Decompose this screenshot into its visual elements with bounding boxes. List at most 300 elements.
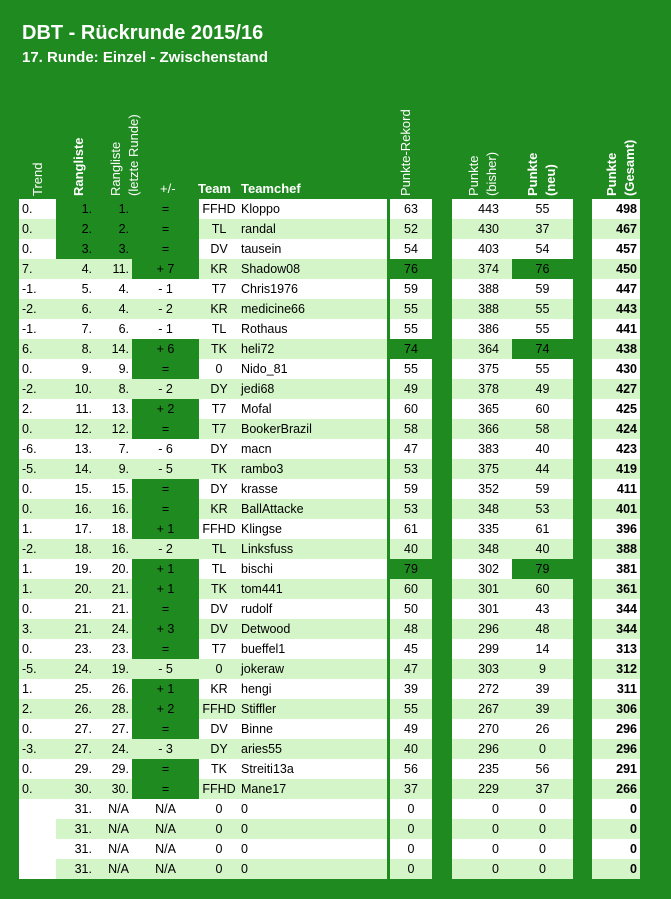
points-before-cell: 352 bbox=[452, 479, 512, 499]
rank-change-cell: - 2 bbox=[132, 539, 199, 559]
rank-change-cell: + 3 bbox=[132, 619, 199, 639]
previous-rank-cell: 9. bbox=[95, 359, 132, 379]
teamchef-cell: rudolf bbox=[239, 599, 387, 619]
points-before-cell: 229 bbox=[452, 779, 512, 799]
previous-rank-cell: 30. bbox=[95, 779, 132, 799]
points-before-cell: 383 bbox=[452, 439, 512, 459]
previous-rank-cell: 20. bbox=[95, 559, 132, 579]
points-total-cell: 0 bbox=[592, 839, 640, 859]
rank-cell: 8. bbox=[56, 339, 95, 359]
table-row bbox=[19, 499, 669, 519]
header-gesamt-l2: (Gesamt) bbox=[622, 139, 637, 196]
points-total-cell: 313 bbox=[592, 639, 640, 659]
table-row bbox=[19, 579, 669, 599]
previous-rank-cell: N/A bbox=[95, 859, 132, 879]
table-row bbox=[19, 199, 669, 219]
points-new-cell: 58 bbox=[512, 419, 573, 439]
points-total-cell: 311 bbox=[592, 679, 640, 699]
team-cell: TL bbox=[199, 319, 239, 339]
record-cell: 60 bbox=[390, 579, 432, 599]
rank-change-cell: = bbox=[132, 779, 199, 799]
header-plusminus: +/- bbox=[160, 181, 176, 196]
teamchef-cell: Kloppo bbox=[239, 199, 387, 219]
points-total-cell: 498 bbox=[592, 199, 640, 219]
record-cell: 54 bbox=[390, 239, 432, 259]
points-total-cell: 296 bbox=[592, 719, 640, 739]
previous-rank-cell: 13. bbox=[95, 399, 132, 419]
points-new-cell: 48 bbox=[512, 619, 573, 639]
points-new-cell: 60 bbox=[512, 399, 573, 419]
rank-cell: 26. bbox=[56, 699, 95, 719]
teamchef-cell: Streiti13a bbox=[239, 759, 387, 779]
teamchef-cell: jokeraw bbox=[239, 659, 387, 679]
trend-cell: 0. bbox=[19, 639, 56, 659]
table-row bbox=[19, 779, 669, 799]
table-row bbox=[19, 659, 669, 679]
previous-rank-cell: 24. bbox=[95, 739, 132, 759]
rank-cell: 9. bbox=[56, 359, 95, 379]
teamchef-cell: heli72 bbox=[239, 339, 387, 359]
points-new-cell: 53 bbox=[512, 499, 573, 519]
teamchef-cell: krasse bbox=[239, 479, 387, 499]
teamchef-cell: tausein bbox=[239, 239, 387, 259]
rank-change-cell: = bbox=[132, 419, 199, 439]
points-before-cell: 235 bbox=[452, 759, 512, 779]
team-cell: TK bbox=[199, 339, 239, 359]
points-total-cell: 427 bbox=[592, 379, 640, 399]
trend-cell: -2. bbox=[19, 379, 56, 399]
rank-change-cell: + 1 bbox=[132, 559, 199, 579]
rank-cell: 14. bbox=[56, 459, 95, 479]
points-new-cell: 49 bbox=[512, 379, 573, 399]
trend-cell: 1. bbox=[19, 679, 56, 699]
points-total-cell: 447 bbox=[592, 279, 640, 299]
points-before-cell: 348 bbox=[452, 539, 512, 559]
rank-cell: 21. bbox=[56, 619, 95, 639]
teamchef-cell: tom441 bbox=[239, 579, 387, 599]
teamchef-cell: Mofal bbox=[239, 399, 387, 419]
points-before-cell: 303 bbox=[452, 659, 512, 679]
points-new-cell: 0 bbox=[512, 839, 573, 859]
points-before-cell: 375 bbox=[452, 459, 512, 479]
points-new-cell: 26 bbox=[512, 719, 573, 739]
points-total-cell: 388 bbox=[592, 539, 640, 559]
record-cell: 56 bbox=[390, 759, 432, 779]
table-row bbox=[19, 279, 669, 299]
team-cell: DY bbox=[199, 439, 239, 459]
table-row bbox=[19, 539, 669, 559]
points-before-cell: 0 bbox=[452, 799, 512, 819]
record-cell: 53 bbox=[390, 459, 432, 479]
previous-rank-cell: 24. bbox=[95, 619, 132, 639]
points-before-cell: 378 bbox=[452, 379, 512, 399]
points-new-cell: 55 bbox=[512, 199, 573, 219]
previous-rank-cell: 23. bbox=[95, 639, 132, 659]
team-cell: 0 bbox=[199, 659, 239, 679]
rank-change-cell: = bbox=[132, 479, 199, 499]
points-before-cell: 272 bbox=[452, 679, 512, 699]
teamchef-cell: jedi68 bbox=[239, 379, 387, 399]
rank-change-cell: - 1 bbox=[132, 279, 199, 299]
rank-cell: 6. bbox=[56, 299, 95, 319]
trend-cell bbox=[19, 859, 56, 879]
record-cell: 63 bbox=[390, 199, 432, 219]
points-total-cell: 438 bbox=[592, 339, 640, 359]
teamchef-cell: Shadow08 bbox=[239, 259, 387, 279]
rank-change-cell: + 1 bbox=[132, 579, 199, 599]
team-cell: 0 bbox=[199, 859, 239, 879]
rank-cell: 4. bbox=[56, 259, 95, 279]
header-neu-l2: (neu) bbox=[543, 164, 558, 196]
points-new-cell: 61 bbox=[512, 519, 573, 539]
teamchef-cell: BookerBrazil bbox=[239, 419, 387, 439]
team-cell: T7 bbox=[199, 419, 239, 439]
trend-cell: -2. bbox=[19, 539, 56, 559]
team-cell: DY bbox=[199, 739, 239, 759]
points-total-cell: 361 bbox=[592, 579, 640, 599]
trend-cell: 0. bbox=[19, 419, 56, 439]
previous-rank-cell: 9. bbox=[95, 459, 132, 479]
points-before-cell: 296 bbox=[452, 619, 512, 639]
points-total-cell: 423 bbox=[592, 439, 640, 459]
record-cell: 37 bbox=[390, 779, 432, 799]
previous-rank-cell: 4. bbox=[95, 299, 132, 319]
table-row bbox=[19, 859, 669, 879]
previous-rank-cell: 19. bbox=[95, 659, 132, 679]
team-cell: FFHD bbox=[199, 199, 239, 219]
header-rangliste: Rangliste bbox=[71, 137, 86, 196]
previous-rank-cell: 4. bbox=[95, 279, 132, 299]
points-total-cell: 419 bbox=[592, 459, 640, 479]
points-before-cell: 270 bbox=[452, 719, 512, 739]
points-before-cell: 296 bbox=[452, 739, 512, 759]
header-rangliste-letzte-l1: Rangliste bbox=[108, 141, 123, 196]
record-cell: 0 bbox=[390, 819, 432, 839]
rank-change-cell: - 3 bbox=[132, 739, 199, 759]
rank-change-cell: - 5 bbox=[132, 459, 199, 479]
trend-cell: 1. bbox=[19, 579, 56, 599]
trend-cell: -6. bbox=[19, 439, 56, 459]
points-before-cell: 267 bbox=[452, 699, 512, 719]
points-before-cell: 335 bbox=[452, 519, 512, 539]
points-total-cell: 424 bbox=[592, 419, 640, 439]
points-total-cell: 467 bbox=[592, 219, 640, 239]
rank-cell: 31. bbox=[56, 859, 95, 879]
rank-change-cell: = bbox=[132, 499, 199, 519]
points-before-cell: 299 bbox=[452, 639, 512, 659]
points-new-cell: 74 bbox=[512, 339, 573, 359]
team-cell: 0 bbox=[199, 359, 239, 379]
trend-cell: 0. bbox=[19, 499, 56, 519]
previous-rank-cell: 12. bbox=[95, 419, 132, 439]
previous-rank-cell: 7. bbox=[95, 439, 132, 459]
table-row bbox=[19, 619, 669, 639]
table-row bbox=[19, 419, 669, 439]
teamchef-cell: macn bbox=[239, 439, 387, 459]
points-new-cell: 0 bbox=[512, 859, 573, 879]
rank-cell: 27. bbox=[56, 739, 95, 759]
rank-cell: 17. bbox=[56, 519, 95, 539]
points-new-cell: 43 bbox=[512, 599, 573, 619]
points-total-cell: 344 bbox=[592, 599, 640, 619]
points-new-cell: 37 bbox=[512, 779, 573, 799]
points-before-cell: 0 bbox=[452, 839, 512, 859]
teamchef-cell: Binne bbox=[239, 719, 387, 739]
trend-cell: 2. bbox=[19, 399, 56, 419]
points-total-cell: 266 bbox=[592, 779, 640, 799]
rank-change-cell: + 2 bbox=[132, 399, 199, 419]
points-before-cell: 301 bbox=[452, 599, 512, 619]
team-cell: DV bbox=[199, 619, 239, 639]
teamchef-cell: 0 bbox=[239, 819, 387, 839]
table-row bbox=[19, 219, 669, 239]
trend-cell: -1. bbox=[19, 319, 56, 339]
points-before-cell: 366 bbox=[452, 419, 512, 439]
points-before-cell: 0 bbox=[452, 859, 512, 879]
points-new-cell: 39 bbox=[512, 679, 573, 699]
trend-cell: 0. bbox=[19, 479, 56, 499]
team-cell: KR bbox=[199, 299, 239, 319]
points-new-cell: 0 bbox=[512, 739, 573, 759]
rank-change-cell: = bbox=[132, 599, 199, 619]
previous-rank-cell: 1. bbox=[95, 199, 132, 219]
points-total-cell: 430 bbox=[592, 359, 640, 379]
trend-cell: 6. bbox=[19, 339, 56, 359]
teamchef-cell: Klingse bbox=[239, 519, 387, 539]
record-cell: 39 bbox=[390, 679, 432, 699]
rank-change-cell: = bbox=[132, 219, 199, 239]
points-new-cell: 40 bbox=[512, 439, 573, 459]
points-total-cell: 401 bbox=[592, 499, 640, 519]
record-cell: 55 bbox=[390, 299, 432, 319]
points-total-cell: 306 bbox=[592, 699, 640, 719]
points-total-cell: 0 bbox=[592, 859, 640, 879]
header-neu-l1: Punkte bbox=[525, 152, 540, 196]
record-cell: 55 bbox=[390, 359, 432, 379]
record-cell: 0 bbox=[390, 859, 432, 879]
team-cell: DY bbox=[199, 379, 239, 399]
teamchef-cell: Stiffler bbox=[239, 699, 387, 719]
rank-change-cell: - 6 bbox=[132, 439, 199, 459]
rank-cell: 30. bbox=[56, 779, 95, 799]
previous-rank-cell: 27. bbox=[95, 719, 132, 739]
table-row bbox=[19, 759, 669, 779]
table-row bbox=[19, 699, 669, 719]
rank-change-cell: N/A bbox=[132, 799, 199, 819]
record-cell: 55 bbox=[390, 699, 432, 719]
record-cell: 45 bbox=[390, 639, 432, 659]
points-total-cell: 344 bbox=[592, 619, 640, 639]
record-cell: 58 bbox=[390, 419, 432, 439]
previous-rank-cell: 21. bbox=[95, 579, 132, 599]
record-cell: 59 bbox=[390, 279, 432, 299]
rank-cell: 1. bbox=[56, 199, 95, 219]
trend-cell: -5. bbox=[19, 459, 56, 479]
table-row bbox=[19, 399, 669, 419]
table-row bbox=[19, 719, 669, 739]
trend-cell: 0. bbox=[19, 599, 56, 619]
table-row bbox=[19, 299, 669, 319]
table-row bbox=[19, 379, 669, 399]
previous-rank-cell: N/A bbox=[95, 799, 132, 819]
table-row bbox=[19, 359, 669, 379]
rank-change-cell: = bbox=[132, 719, 199, 739]
team-cell: T7 bbox=[199, 639, 239, 659]
record-cell: 52 bbox=[390, 219, 432, 239]
team-cell: TL bbox=[199, 559, 239, 579]
points-before-cell: 430 bbox=[452, 219, 512, 239]
table-row bbox=[19, 339, 669, 359]
points-new-cell: 55 bbox=[512, 299, 573, 319]
rank-change-cell: = bbox=[132, 759, 199, 779]
record-cell: 60 bbox=[390, 399, 432, 419]
trend-cell bbox=[19, 839, 56, 859]
points-new-cell: 44 bbox=[512, 459, 573, 479]
table-row bbox=[19, 799, 669, 819]
teamchef-cell: rambo3 bbox=[239, 459, 387, 479]
teamchef-cell: 0 bbox=[239, 799, 387, 819]
trend-cell: 3. bbox=[19, 619, 56, 639]
points-before-cell: 302 bbox=[452, 559, 512, 579]
record-cell: 0 bbox=[390, 799, 432, 819]
record-cell: 55 bbox=[390, 319, 432, 339]
record-cell: 47 bbox=[390, 659, 432, 679]
teamchef-cell: Detwood bbox=[239, 619, 387, 639]
team-cell: KR bbox=[199, 259, 239, 279]
teamchef-cell: randal bbox=[239, 219, 387, 239]
trend-cell: 0. bbox=[19, 779, 56, 799]
points-total-cell: 381 bbox=[592, 559, 640, 579]
record-cell: 61 bbox=[390, 519, 432, 539]
previous-rank-cell: 15. bbox=[95, 479, 132, 499]
team-cell: DV bbox=[199, 599, 239, 619]
previous-rank-cell: 16. bbox=[95, 539, 132, 559]
previous-rank-cell: 18. bbox=[95, 519, 132, 539]
table-row bbox=[19, 519, 669, 539]
points-new-cell: 39 bbox=[512, 699, 573, 719]
points-before-cell: 348 bbox=[452, 499, 512, 519]
header-gesamt-l1: Punkte bbox=[604, 152, 619, 196]
points-before-cell: 388 bbox=[452, 279, 512, 299]
trend-cell: 1. bbox=[19, 519, 56, 539]
team-cell: DV bbox=[199, 239, 239, 259]
points-new-cell: 59 bbox=[512, 279, 573, 299]
points-new-cell: 76 bbox=[512, 259, 573, 279]
rank-change-cell: N/A bbox=[132, 819, 199, 839]
record-cell: 49 bbox=[390, 379, 432, 399]
record-cell: 59 bbox=[390, 479, 432, 499]
trend-cell: 7. bbox=[19, 259, 56, 279]
header-bisher-l1: Punkte bbox=[466, 155, 481, 196]
rank-change-cell: + 1 bbox=[132, 519, 199, 539]
points-total-cell: 450 bbox=[592, 259, 640, 279]
previous-rank-cell: 14. bbox=[95, 339, 132, 359]
table-row bbox=[19, 739, 669, 759]
rank-change-cell: = bbox=[132, 239, 199, 259]
team-cell: TK bbox=[199, 579, 239, 599]
record-cell: 40 bbox=[390, 739, 432, 759]
points-new-cell: 40 bbox=[512, 539, 573, 559]
points-total-cell: 0 bbox=[592, 819, 640, 839]
table-row bbox=[19, 639, 669, 659]
teamchef-cell: bueffel1 bbox=[239, 639, 387, 659]
rank-cell: 31. bbox=[56, 799, 95, 819]
table-row bbox=[19, 439, 669, 459]
points-total-cell: 441 bbox=[592, 319, 640, 339]
points-total-cell: 411 bbox=[592, 479, 640, 499]
team-cell: TL bbox=[199, 539, 239, 559]
trend-cell bbox=[19, 799, 56, 819]
teamchef-cell: Linksfuss bbox=[239, 539, 387, 559]
table-row bbox=[19, 239, 669, 259]
rank-change-cell: - 5 bbox=[132, 659, 199, 679]
team-cell: KR bbox=[199, 679, 239, 699]
rank-cell: 31. bbox=[56, 839, 95, 859]
trend-cell: 0. bbox=[19, 199, 56, 219]
trend-cell bbox=[19, 819, 56, 839]
points-total-cell: 396 bbox=[592, 519, 640, 539]
page-subtitle: 17. Runde: Einzel - Zwischenstand bbox=[22, 49, 268, 66]
record-cell: 48 bbox=[390, 619, 432, 639]
record-cell: 0 bbox=[390, 839, 432, 859]
table-row bbox=[19, 839, 669, 859]
points-before-cell: 375 bbox=[452, 359, 512, 379]
team-cell: FFHD bbox=[199, 519, 239, 539]
points-new-cell: 60 bbox=[512, 579, 573, 599]
team-cell: TK bbox=[199, 759, 239, 779]
points-before-cell: 388 bbox=[452, 299, 512, 319]
previous-rank-cell: 8. bbox=[95, 379, 132, 399]
trend-cell: 1. bbox=[19, 559, 56, 579]
points-before-cell: 374 bbox=[452, 259, 512, 279]
points-new-cell: 9 bbox=[512, 659, 573, 679]
points-total-cell: 296 bbox=[592, 739, 640, 759]
rank-cell: 23. bbox=[56, 639, 95, 659]
points-new-cell: 0 bbox=[512, 799, 573, 819]
trend-cell: 0. bbox=[19, 239, 56, 259]
table-row bbox=[19, 599, 669, 619]
header-rangliste-letzte-l2: (letzte Runde) bbox=[126, 114, 141, 196]
record-cell: 79 bbox=[390, 559, 432, 579]
table-row bbox=[19, 459, 669, 479]
table-row bbox=[19, 259, 669, 279]
record-cell: 49 bbox=[390, 719, 432, 739]
table-row bbox=[19, 319, 669, 339]
previous-rank-cell: 2. bbox=[95, 219, 132, 239]
trend-cell: 0. bbox=[19, 359, 56, 379]
points-total-cell: 443 bbox=[592, 299, 640, 319]
points-total-cell: 312 bbox=[592, 659, 640, 679]
team-cell: 0 bbox=[199, 839, 239, 859]
points-new-cell: 79 bbox=[512, 559, 573, 579]
rank-cell: 12. bbox=[56, 419, 95, 439]
points-total-cell: 457 bbox=[592, 239, 640, 259]
record-cell: 40 bbox=[390, 539, 432, 559]
points-new-cell: 56 bbox=[512, 759, 573, 779]
rank-change-cell: N/A bbox=[132, 839, 199, 859]
team-cell: TK bbox=[199, 459, 239, 479]
rank-change-cell: + 6 bbox=[132, 339, 199, 359]
table-row bbox=[19, 559, 669, 579]
rank-cell: 21. bbox=[56, 599, 95, 619]
rank-cell: 31. bbox=[56, 819, 95, 839]
previous-rank-cell: 28. bbox=[95, 699, 132, 719]
points-before-cell: 364 bbox=[452, 339, 512, 359]
points-new-cell: 0 bbox=[512, 819, 573, 839]
page-title: DBT - Rückrunde 2015/16 bbox=[22, 22, 264, 44]
rank-cell: 2. bbox=[56, 219, 95, 239]
points-before-cell: 386 bbox=[452, 319, 512, 339]
